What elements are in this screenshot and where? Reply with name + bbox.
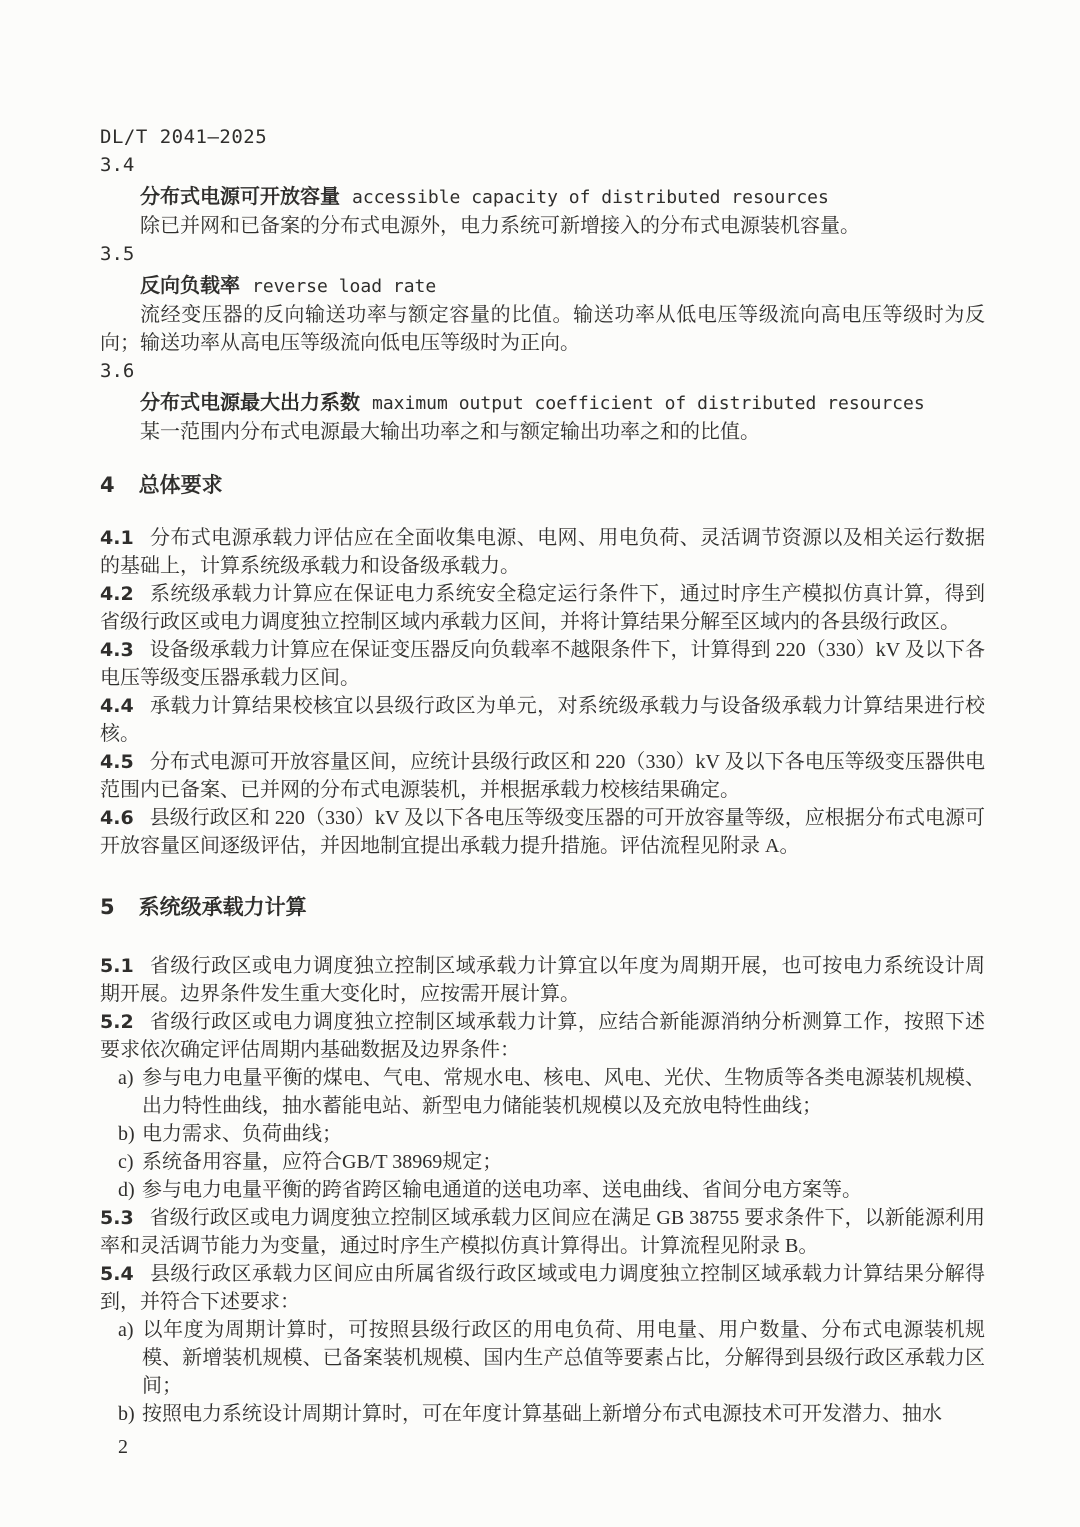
list-item-label: b): [118, 1123, 135, 1145]
clause-text: 系统级承载力计算应在保证电力系统安全稳定运行条件下，通过时序生产模拟仿真计算，得到省级行政区或电力调度独立控制区域内承载力区间，并将计算结果分解至区域内的各县级行政区。: [100, 583, 985, 633]
clause-number: 4.1: [100, 527, 134, 549]
clause-text: 省级行政区或电力调度独立控制区域承载力计算，应结合新能源消纳分析测算工作，按照下述要求依次确定评估周期内基础数据及边界条件：: [100, 1011, 985, 1061]
page-number: 2: [118, 1436, 128, 1458]
list-item-text: 系统备用容量，应符合GB/T 38969规定；: [142, 1151, 503, 1173]
clause-number: 4.4: [100, 695, 134, 717]
term-title-en: reverse load rate: [252, 276, 437, 297]
list-item-label: a): [118, 1067, 134, 1089]
list-item-text: 参与电力电量平衡的跨省跨区输电通道的送电功率、送电曲线、省间分电方案等。: [142, 1179, 862, 1201]
clause-5-1: [100, 952, 985, 1008]
term-item: [100, 240, 985, 357]
clause-number: 5.3: [100, 1207, 134, 1229]
clause-number: 4.2: [100, 583, 134, 605]
clause-4-4: [100, 692, 985, 748]
list-item-label: b): [118, 1403, 135, 1425]
list-item-text: 以年度为周期计算时，可按照县级行政区的用电负荷、用电量、用户数量、分布式电源装机规模、新增装机规模、已备案装机规模、国内生产总值等要素占比，分解得到县级行政区承载力区间；: [142, 1319, 985, 1397]
list-item-text: 电力需求、负荷曲线；: [142, 1123, 342, 1145]
term-item: [100, 151, 985, 240]
clause-4-3: [100, 636, 985, 692]
term-number: 3.5: [100, 243, 135, 265]
section-number: 5: [100, 895, 115, 919]
list-item-label: c): [118, 1151, 134, 1173]
list-item-c: [100, 1148, 985, 1176]
list-item-b: [100, 1400, 985, 1428]
clause-text: 县级行政区和 220（330）kV 及以下各电压等级变压器的可开放容量等级，应根据分布式电源可开放容量区间逐级评估，并因地制宜提出承载力提升措施。评估流程见附录 A。: [100, 807, 985, 857]
list-item-text: 参与电力电量平衡的煤电、气电、常规水电、核电、风电、光伏、生物质等各类电源装机规模、出力特性曲线，抽水蓄能电站、新型电力储能装机规模以及充放电特性曲线；: [142, 1067, 985, 1117]
list-item-a: [100, 1064, 985, 1120]
term-title: [100, 182, 985, 212]
clause-number: 5.1: [100, 955, 134, 977]
term-title-en: accessible capacity of distributed resources: [352, 187, 829, 208]
clause-5-4: [100, 1260, 985, 1316]
clause-number: 4.3: [100, 639, 134, 661]
clause-text: 分布式电源承载力评估应在全面收集电源、电网、用电负荷、灵活调节资源以及相关运行数据的基础上，计算系统级承载力和设备级承载力。: [100, 527, 985, 577]
section-heading-4: [100, 470, 985, 500]
term-title-zh: 分布式电源最大出力系数: [140, 390, 360, 414]
clause-number: 5.2: [100, 1011, 134, 1033]
term-number: 3.4: [100, 154, 135, 176]
list-item-a: [100, 1316, 985, 1400]
term-definition: 某一范围内分布式电源最大输出功率之和与额定输出功率之和的比值。: [140, 421, 760, 443]
section-title: 系统级承载力计算: [138, 895, 307, 919]
term-title-en: maximum output coefficient of distributed resources: [372, 393, 925, 414]
term-definition: 流经变压器的反向输送功率与额定容量的比值。输送功率从低电压等级流向高电压等级时为反向；输送功率从高电压等级流向低电压等级时为正向。: [100, 304, 985, 354]
list-item-d: [100, 1176, 985, 1204]
list-item-label: d): [118, 1179, 135, 1201]
term-number: 3.6: [100, 360, 135, 382]
clause-5-2: [100, 1008, 985, 1064]
clause-text: 县级行政区承载力区间应由所属省级行政区域或电力调度独立控制区域承载力计算结果分解得到，并符合下述要求：: [100, 1263, 985, 1313]
term-title-zh: 反向负载率: [140, 273, 240, 297]
list-item-label: a): [118, 1319, 134, 1341]
clause-4-1: [100, 524, 985, 580]
clause-text: 省级行政区或电力调度独立控制区域承载力计算宜以年度为周期开展，也可按电力系统设计周期开展。边界条件发生重大变化时，应按需开展计算。: [100, 955, 985, 1005]
clause-text: 分布式电源可开放容量区间，应统计县级行政区和 220（330）kV 及以下各电压等级变压器供电范围内已备案、已并网的分布式电源装机，并根据承载力校核结果确定。: [100, 751, 985, 801]
section-title: 总体要求: [138, 473, 223, 497]
term-title: [100, 388, 985, 418]
list-item-b: [100, 1120, 985, 1148]
clause-5-3: [100, 1204, 985, 1260]
list-item-text: 按照电力系统设计周期计算时，可在年度计算基础上新增分布式电源技术可开发潜力、抽水: [142, 1403, 942, 1425]
clause-4-2: [100, 580, 985, 636]
term-title-zh: 分布式电源可开放容量: [140, 184, 340, 208]
clause-4-6: [100, 804, 985, 860]
term-definition: 除已并网和已备案的分布式电源外，电力系统可新增接入的分布式电源装机容量。: [140, 215, 860, 237]
clause-number: 4.6: [100, 807, 134, 829]
clause-text: 承载力计算结果校核宜以县级行政区为单元，对系统级承载力与设备级承载力计算结果进行校核。: [100, 695, 985, 745]
clause-4-5: [100, 748, 985, 804]
term-item: [100, 357, 985, 446]
clause-number: 4.5: [100, 751, 134, 773]
term-title: [100, 271, 985, 301]
doc-header: DL/T 2041—2025: [100, 126, 268, 148]
clause-text: 省级行政区或电力调度独立控制区域承载力区间应在满足 GB 38755 要求条件下，以新能源利用率和灵活调节能力为变量，通过时序生产模拟仿真计算得出。计算流程见附录 B。: [100, 1207, 985, 1257]
clause-text: 设备级承载力计算应在保证变压器反向负载率不越限条件下，计算得到 220（330）kV 及以下各电压等级变压器承载力区间。: [100, 639, 985, 689]
section-heading-5: [100, 892, 985, 922]
clause-number: 5.4: [100, 1263, 134, 1285]
section-number: 4: [100, 473, 115, 497]
